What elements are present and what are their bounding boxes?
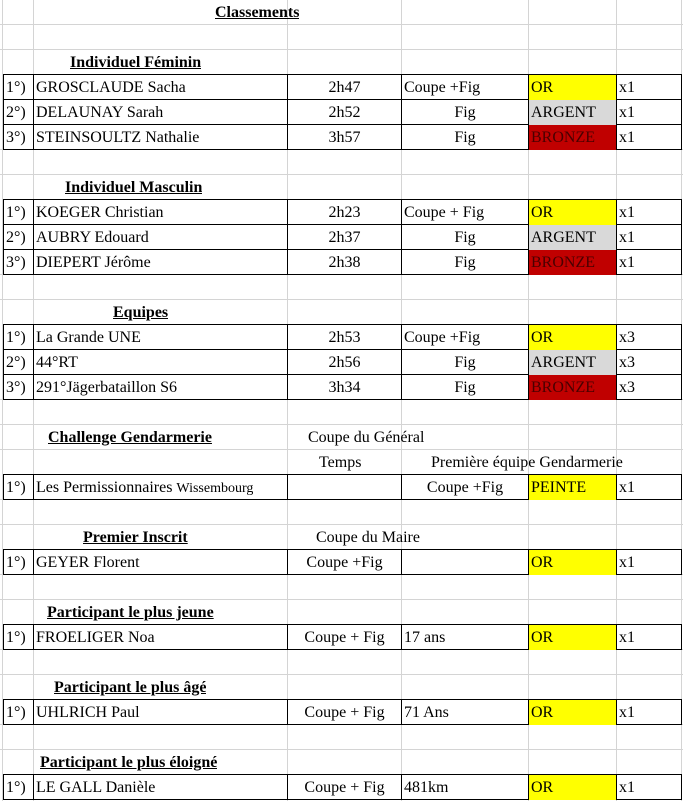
qty-cell: x1 — [619, 204, 635, 221]
section-heading-equipes: Equipes — [113, 304, 169, 321]
name-cell: DIEPERT Jérôme — [36, 254, 151, 271]
rank-cell: 2°) — [6, 229, 26, 246]
trophy-label: Coupe du Général — [308, 429, 425, 446]
medal-badge-or: OR — [529, 625, 616, 650]
qty-cell: x1 — [619, 79, 635, 96]
name-cell: DELAUNAY Sarah — [36, 104, 164, 121]
qty-cell: x1 — [619, 129, 635, 146]
rank-cell: 1°) — [6, 629, 26, 646]
name-cell: La Grande UNE — [36, 329, 141, 346]
rank-cell: 1°) — [6, 554, 26, 571]
distance-cell: 481km — [404, 779, 449, 796]
prize-cell: Coupe + Fig — [304, 704, 385, 721]
time-cell: 2h56 — [328, 354, 361, 371]
medal-badge-bronze: BRONZE — [529, 375, 616, 400]
prize-cell: Fig — [454, 254, 476, 271]
time-cell: 3h57 — [328, 129, 361, 146]
name-cell: LE GALL Danièle — [36, 779, 156, 796]
medal-badge-peinte: PEINTE — [529, 475, 616, 500]
name-cell: UHLRICH Paul — [36, 704, 140, 721]
prize-cell: Coupe +Fig — [306, 554, 383, 571]
rank-cell: 3°) — [6, 129, 26, 146]
rank-cell: 1°) — [6, 704, 26, 721]
section-heading-jeune: Participant le plus jeune — [47, 604, 214, 621]
prize-cell: Coupe +Fig — [404, 329, 481, 346]
age-cell: 17 ans — [404, 629, 446, 646]
qty-cell: x1 — [619, 229, 635, 246]
name-cell — [36, 475, 253, 500]
prize-cell: Coupe +Fig — [426, 479, 504, 496]
rank-cell: 1°) — [6, 779, 26, 796]
time-cell: 2h38 — [328, 254, 361, 271]
prize-cell: Fig — [454, 129, 476, 146]
name-cell: GROSCLAUDE Sacha — [36, 79, 186, 96]
medal-badge-argent: ARGENT — [529, 350, 616, 375]
prize-cell: Fig — [454, 229, 476, 246]
section-heading-feminin: Individuel Féminin — [70, 54, 202, 71]
subheader-team: Première équipe Gendarmerie — [431, 454, 623, 471]
qty-cell: x1 — [619, 779, 635, 796]
medal-badge-argent: ARGENT — [529, 225, 616, 250]
time-cell: 2h23 — [328, 204, 361, 221]
team-location: Wissembourg — [176, 481, 254, 496]
name-cell: STEINSOULTZ Nathalie — [36, 129, 200, 146]
time-cell: 2h47 — [328, 79, 361, 96]
prize-cell: Coupe + Fig — [404, 204, 485, 221]
medal-badge-or: OR — [529, 200, 616, 225]
medal-badge-or: OR — [529, 700, 616, 725]
medal-badge-bronze: BRONZE — [529, 125, 616, 150]
qty-cell: x1 — [619, 104, 635, 121]
time-cell: 2h53 — [328, 329, 361, 346]
prize-cell: Coupe +Fig — [404, 79, 481, 96]
section-heading-age: Participant le plus âgé — [54, 679, 207, 696]
prize-cell: Coupe + Fig — [304, 629, 385, 646]
rank-cell: 1°) — [6, 329, 26, 346]
section-heading-masculin: Individuel Masculin — [65, 179, 203, 196]
name-cell: AUBRY Edouard — [36, 229, 149, 246]
prize-cell: Fig — [454, 354, 476, 371]
trophy-label: Coupe du Maire — [316, 529, 420, 546]
qty-cell: x1 — [619, 704, 635, 721]
qty-cell: x3 — [619, 379, 635, 396]
team-name: Les Permissionnaires — [36, 479, 173, 496]
rank-cell: 3°) — [6, 379, 26, 396]
medal-badge-or: OR — [529, 75, 616, 100]
medal-badge-or: OR — [529, 325, 616, 350]
page-title: Classements — [215, 4, 300, 21]
section-heading-eloigne: Participant le plus éloigné — [40, 754, 218, 771]
qty-cell: x3 — [619, 354, 635, 371]
medal-badge-or: OR — [529, 550, 616, 575]
prize-cell: Fig — [454, 379, 476, 396]
time-cell: 3h34 — [328, 379, 361, 396]
qty-cell: x1 — [619, 254, 635, 271]
medal-badge-argent: ARGENT — [529, 100, 616, 125]
rank-cell: 1°) — [6, 479, 26, 496]
qty-cell: x1 — [619, 629, 635, 646]
medal-badge-bronze: BRONZE — [529, 250, 616, 275]
rank-cell: 1°) — [6, 79, 26, 96]
qty-cell: x1 — [619, 479, 635, 496]
name-cell: 44°RT — [36, 354, 78, 371]
qty-cell: x3 — [619, 329, 635, 346]
name-cell: 291°Jägerbataillon S6 — [36, 379, 178, 396]
time-cell: 2h37 — [328, 229, 361, 246]
time-cell: 2h52 — [328, 104, 361, 121]
qty-cell: x1 — [619, 554, 635, 571]
subheader-time: Temps — [319, 454, 362, 471]
name-cell: FROELIGER Noa — [36, 629, 155, 646]
rank-cell: 2°) — [6, 354, 26, 371]
medal-badge-or: OR — [529, 775, 616, 800]
age-cell: 71 Ans — [404, 704, 449, 721]
prize-cell: Fig — [454, 104, 476, 121]
section-heading-inscrit: Premier Inscrit — [83, 529, 188, 546]
rank-cell: 1°) — [6, 204, 26, 221]
rank-cell: 2°) — [6, 104, 26, 121]
name-cell: KOEGER Christian — [36, 204, 164, 221]
name-cell: GEYER Florent — [36, 554, 140, 571]
rank-cell: 3°) — [6, 254, 26, 271]
prize-cell: Coupe + Fig — [304, 779, 385, 796]
section-heading-gendarmerie: Challenge Gendarmerie — [48, 429, 212, 446]
